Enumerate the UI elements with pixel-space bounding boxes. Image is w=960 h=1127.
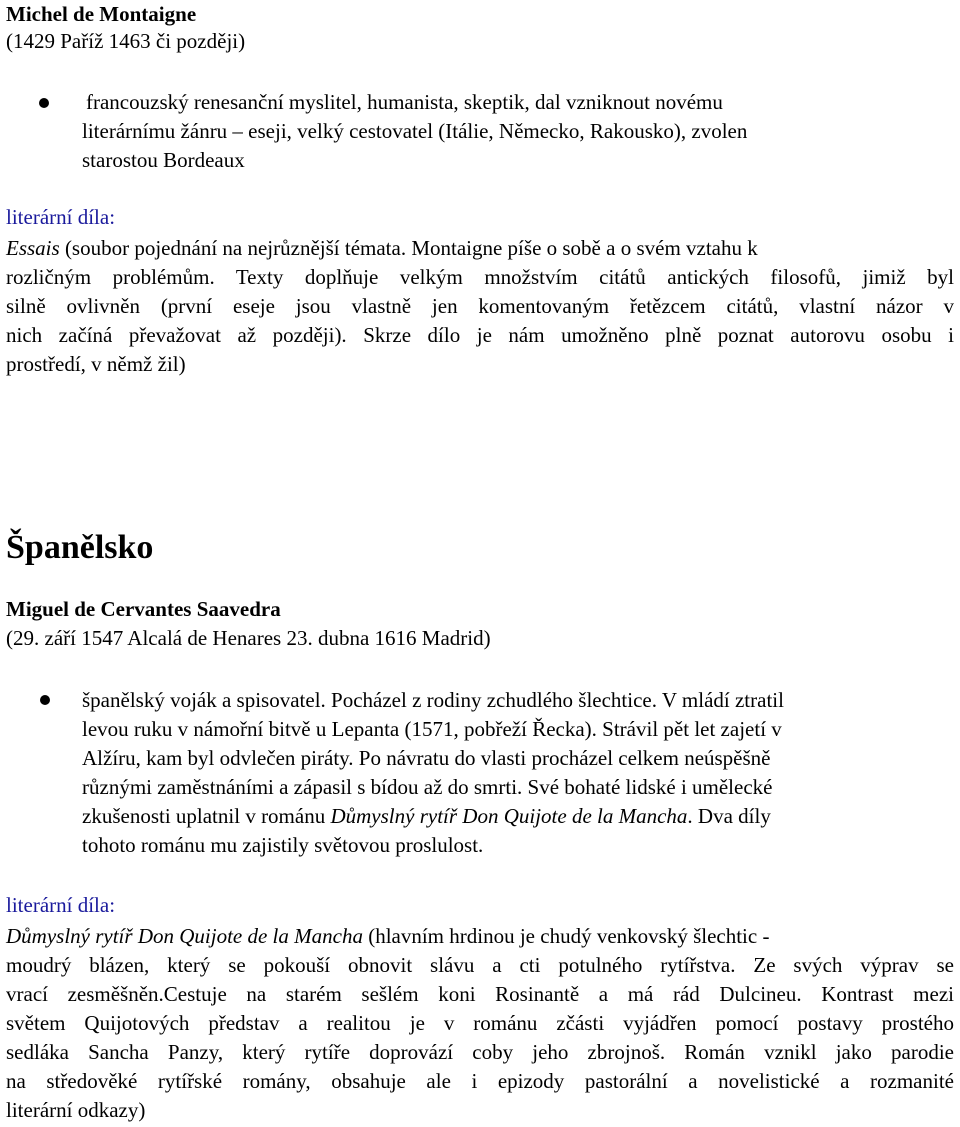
section-heading: Španělsko (6, 529, 154, 566)
works-line: moudrý blázen, který se pokouší obnovit slávu a cti potulného rytířstva. Ze svých výprav se (6, 953, 954, 977)
work-title: Důmyslný rytíř Don Quijote de la Mancha (330, 804, 688, 828)
bio-line: francouzský renesanční myslitel, humanista, skeptik, dal vzniknout novému (86, 90, 723, 114)
works-line: nich začíná převažovat až později). Skrze dílo je nám umožněno plně poznat autorovu osobu i (6, 323, 954, 347)
bio-line: starostou Bordeaux (82, 148, 245, 172)
bio-line: Alžíru, kam byl odvlečen piráty. Po návratu do vlasti procházel celkem neúspěšně (82, 746, 771, 770)
bio-line: levou ruku v námořní bitvě u Lepanta (1571, pobřeží Řecka). Strávil pět let zajetí v (82, 717, 782, 741)
bio-line: literárnímu žánru – eseji, velký cestovatel (Itálie, Německo, Rakousko), zvolen (82, 119, 748, 143)
works-line: rozličným problémům. Texty doplňuje velkým množstvím citátů antických filosofů, jimiž byl (6, 265, 954, 289)
works-label: literární díla: (6, 893, 116, 917)
author-dates-cervantes: (29. září 1547 Alcalá de Henares 23. dubna 1616 Madrid) (6, 626, 491, 650)
author-name-montaigne: Michel de Montaigne (6, 2, 197, 26)
works-text: (soubor pojednání na nejrůznější témata. Montaigne píše o sobě a o svém vztahu k (59, 236, 758, 260)
bio-text: zkušenosti uplatnil v románu (82, 804, 331, 828)
works-line (6, 234, 758, 263)
works-line: vrací zesměšněn.Cestuje na starém sešlém koni Rosinantě a má rád Dulcineu. Kontrast mezi (6, 982, 954, 1006)
bullet-icon (40, 695, 50, 705)
bio-line: tohoto románu mu zajistily světovou proslulost. (82, 833, 484, 857)
bio-line: španělský voják a spisovatel. Pocházel z rodiny zchudlého šlechtice. V mládí ztratil (82, 688, 784, 712)
works-line: silně ovlivněn (první eseje jsou vlastně jen komentovaným řetězcem citátů, vlastní názor v (6, 294, 954, 318)
bio-line (82, 802, 771, 831)
works-line: světem Quijotových představ a realitou je v románu zčásti vyjádřen pomocí postavy prostého (6, 1011, 954, 1035)
works-line: na středověké rytířské romány, obsahuje ale i epizody pastorální a novelistické a rozmanité (6, 1069, 954, 1093)
bullet-icon (39, 98, 49, 108)
bio-text: . Dva díly (687, 804, 771, 828)
works-line (6, 922, 769, 951)
works-line: sedláka Sancha Panzy, který rytíře doprovází coby jeho zbrojnoš. Román vznikl jako parodie (6, 1040, 954, 1064)
work-title: Essais (6, 236, 60, 260)
works-label: literární díla: (6, 205, 116, 229)
author-dates-montaigne: (1429 Paříž 1463 či později) (6, 29, 246, 53)
author-name-cervantes: Miguel de Cervantes Saavedra (6, 597, 281, 621)
bio-line: různými zaměstnáními a zápasil s bídou až do smrti. Své bohaté lidské i umělecké (82, 775, 773, 799)
works-text: (hlavním hrdinou je chudý venkovský šlechtic - (362, 924, 770, 948)
works-line: literární odkazy) (6, 1098, 146, 1122)
work-title: Důmyslný rytíř Don Quijote de la Mancha (6, 924, 363, 948)
works-line: prostředí, v němž žil) (6, 352, 186, 376)
